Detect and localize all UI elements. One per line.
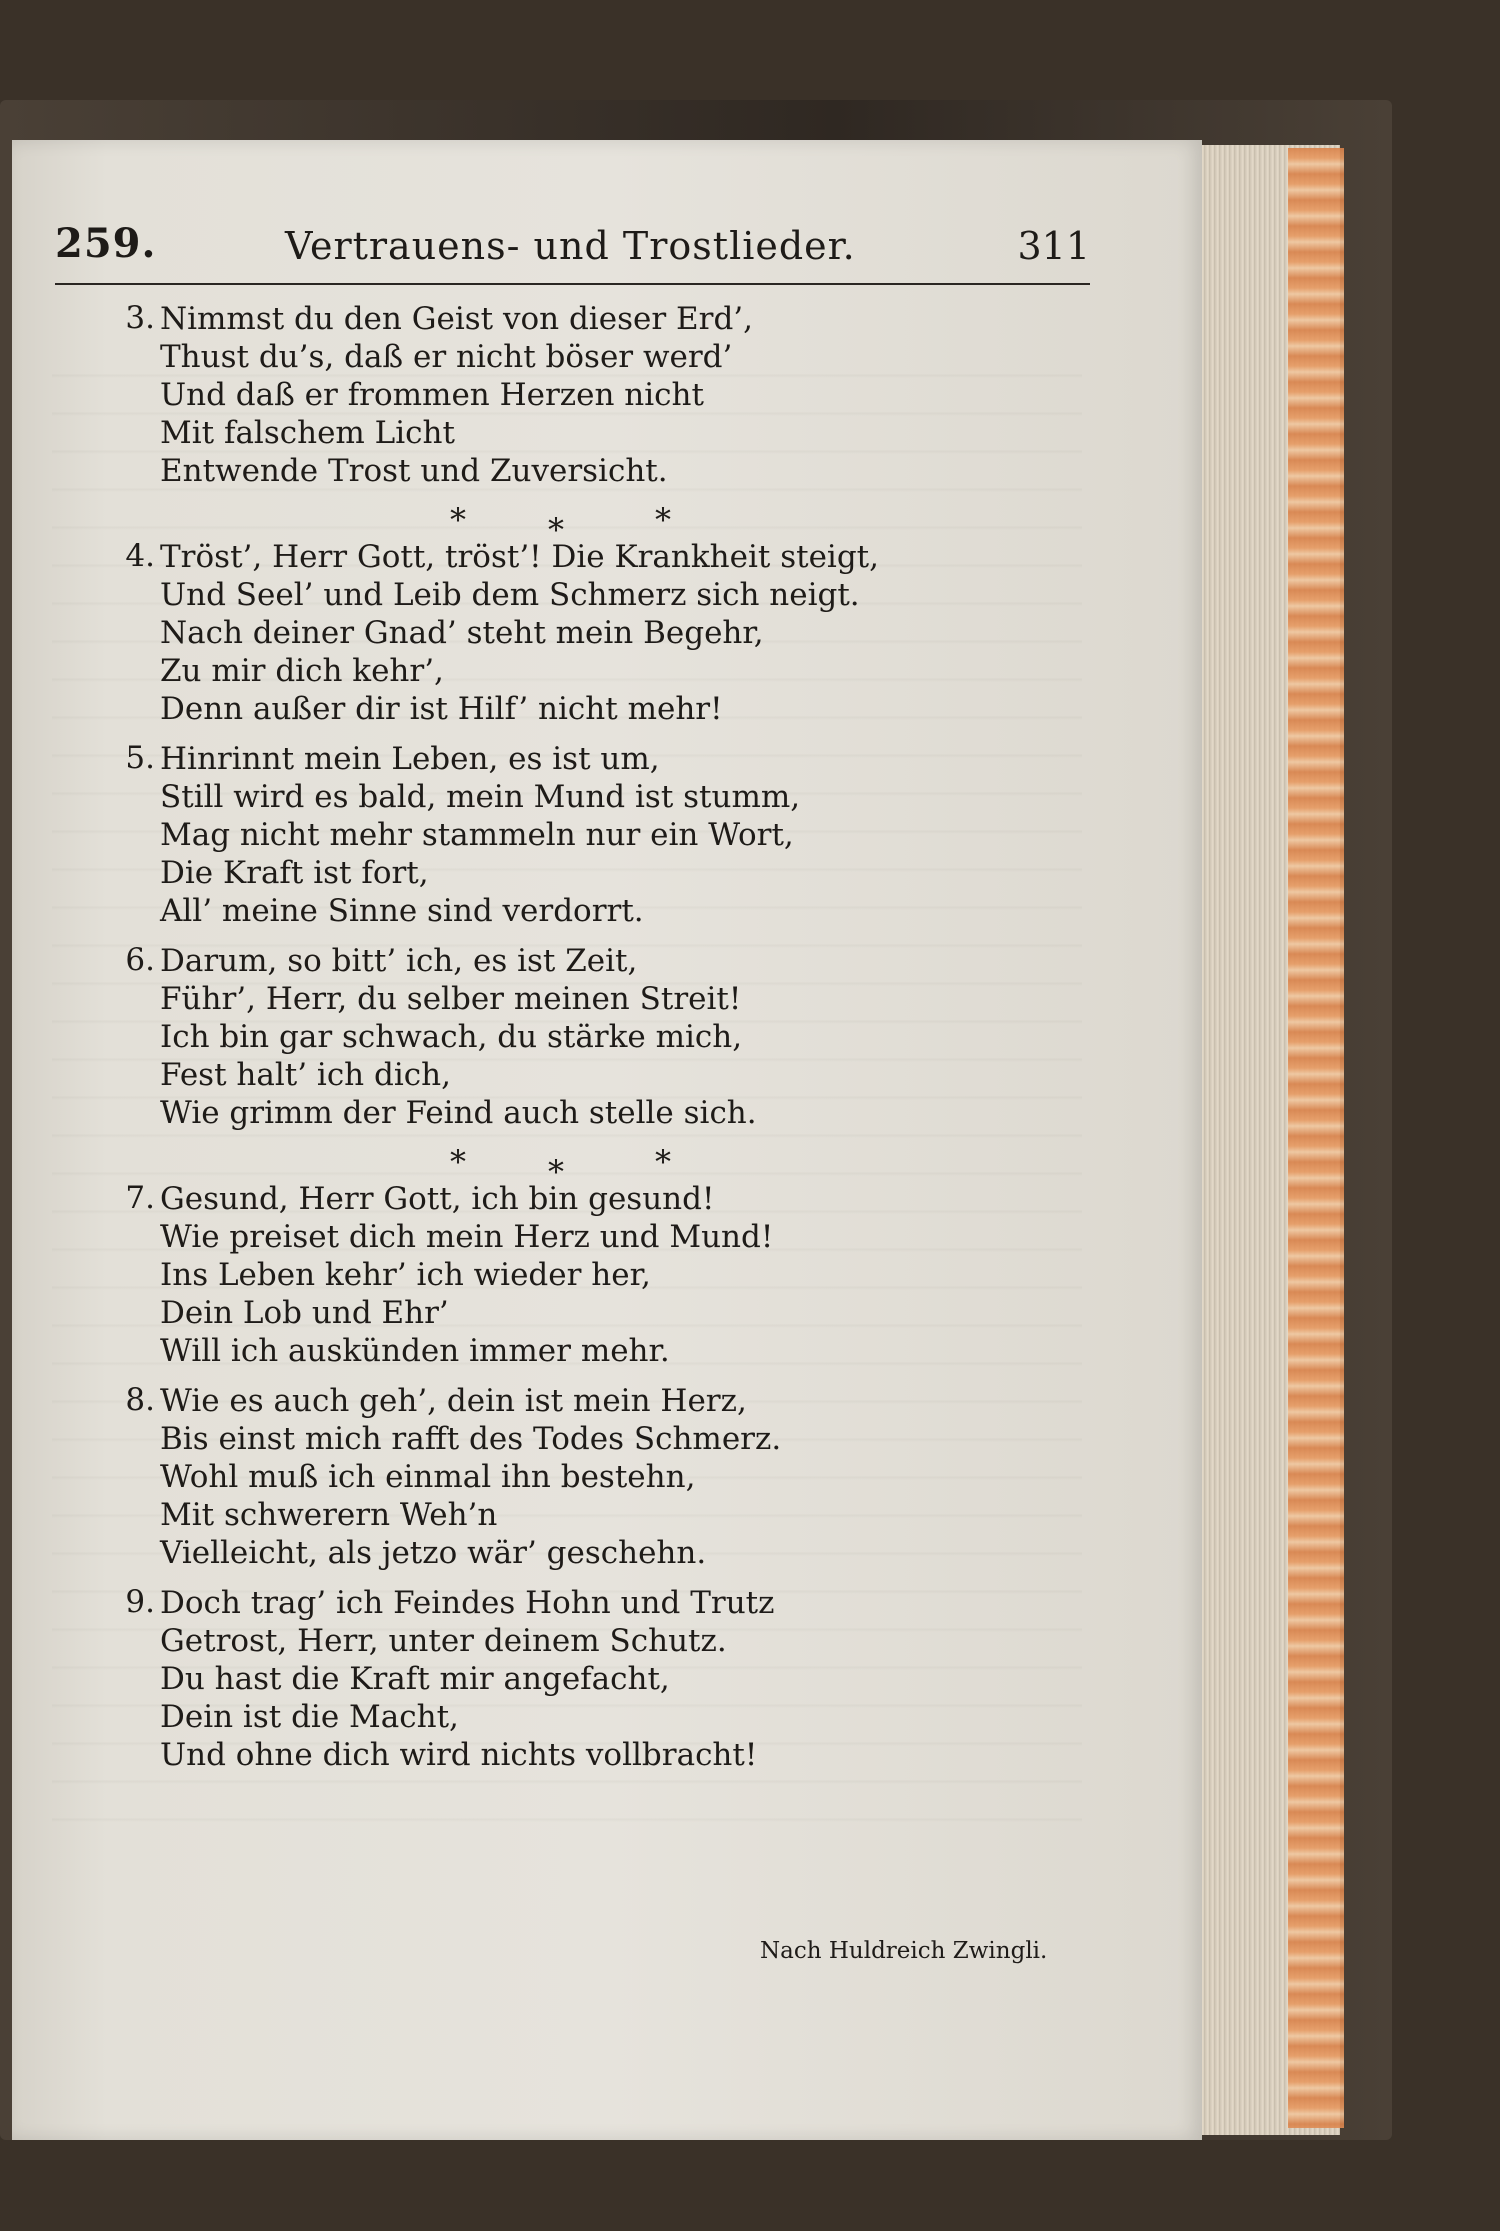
asterism: [160, 490, 680, 549]
stanza-3: [125, 300, 1080, 490]
stanza-number: 6.: [125, 942, 155, 978]
verse-line: Mit falschem Licht: [160, 415, 455, 451]
stanza-number: 9.: [125, 1584, 155, 1620]
verse-line: Will ich auskünden immer mehr.: [160, 1333, 670, 1369]
hymn-number: 259.: [55, 220, 157, 267]
verse-line: Entwende Trost und Zuversicht.: [160, 453, 668, 489]
asterisk: *: [655, 501, 671, 539]
stanza-number: 5.: [125, 740, 155, 776]
verse-line: Und daß er frommen Herzen nicht: [160, 377, 704, 413]
header-rule: [55, 283, 1090, 285]
verse-line: Dein Lob und Ehr’: [160, 1295, 449, 1331]
verse-line: Mit schwerern Weh’n: [160, 1497, 498, 1533]
verse-line: Doch trag’ ich Feindes Hohn und Trutz: [160, 1585, 775, 1621]
stanza-9: [125, 1584, 1080, 1774]
verse-line: All’ meine Sinne sind verdorrt.: [160, 893, 644, 929]
verse-line: Die Kraft ist fort,: [160, 855, 429, 891]
stanza-number: 7.: [125, 1180, 155, 1216]
verse-line: Wie preiset dich mein Herz und Mund!: [160, 1219, 774, 1255]
stanza-7: [125, 1180, 1080, 1370]
asterisk: *: [450, 501, 466, 539]
verse-line: Mag nicht mehr stammeln nur ein Wort,: [160, 817, 794, 853]
verse-line: Bis einst mich rafft des Todes Schmerz.: [160, 1421, 782, 1457]
verse-line: Wohl muß ich einmal ihn bestehn,: [160, 1459, 696, 1495]
verse-line: Ins Leben kehr’ ich wieder her,: [160, 1257, 651, 1293]
verse-line: Denn außer dir ist Hilf’ nicht mehr!: [160, 691, 723, 727]
verse-line: Ich bin gar schwach, du stärke mich,: [160, 1019, 743, 1055]
verse-line: Führ’, Herr, du selber meinen Streit!: [160, 981, 742, 1017]
marbled-edge: [1288, 148, 1344, 2128]
verse-line: Dein ist die Macht,: [160, 1699, 459, 1735]
asterisk: *: [450, 1143, 466, 1181]
running-header: [55, 220, 1090, 280]
verse-line: Still wird es bald, mein Mund ist stumm,: [160, 779, 801, 815]
verse-line: Hinrinnt mein Leben, es ist um,: [160, 741, 660, 777]
asterisk: *: [655, 1143, 671, 1181]
stanza-8: [125, 1382, 1080, 1572]
page-number: 311: [1017, 224, 1090, 268]
verse-line: Thust du’s, daß er nicht böser werd’: [160, 339, 733, 375]
verse-line: Gesund, Herr Gott, ich bin gesund!: [160, 1181, 715, 1217]
verse-line: Nach deiner Gnad’ steht mein Begehr,: [160, 615, 764, 651]
verse-line: Wie es auch geh’, dein ist mein Herz,: [160, 1383, 747, 1419]
verse-line: Wie grimm der Feind auch stelle sich.: [160, 1095, 757, 1131]
stanza-number: 3.: [125, 300, 155, 336]
running-title: Vertrauens- und Trostlieder.: [285, 224, 856, 268]
stanza-number: 8.: [125, 1382, 155, 1418]
asterism: [160, 1132, 680, 1191]
verse-line: Darum, so bitt’ ich, es ist Zeit,: [160, 943, 638, 979]
asterisk: *: [548, 511, 564, 549]
author-attribution: Nach Huldreich Zwingli.: [760, 1938, 1048, 1964]
verse-line: Du hast die Kraft mir angefacht,: [160, 1661, 670, 1697]
hymn-text: [125, 300, 1080, 1774]
verse-line: Vielleicht, als jetzo wär’ geschehn.: [160, 1535, 707, 1571]
asterisk: *: [548, 1153, 564, 1191]
stanza-number: 4.: [125, 538, 155, 574]
stanza-6: [125, 942, 1080, 1132]
verse-line: Getrost, Herr, unter deinem Schutz.: [160, 1623, 727, 1659]
verse-line: Tröst’, Herr Gott, tröst’! Die Krankheit steigt,: [160, 539, 879, 575]
verse-line: Nimmst du den Geist von dieser Erd’,: [160, 301, 753, 337]
verse-line: Und ohne dich wird nichts vollbracht!: [160, 1737, 758, 1773]
verse-line: Fest halt’ ich dich,: [160, 1057, 451, 1093]
stanza-5: [125, 740, 1080, 930]
stanza-4: [125, 538, 1080, 728]
verse-line: Und Seel’ und Leib dem Schmerz sich neigt.: [160, 577, 860, 613]
verse-line: Zu mir dich kehr’,: [160, 653, 444, 689]
